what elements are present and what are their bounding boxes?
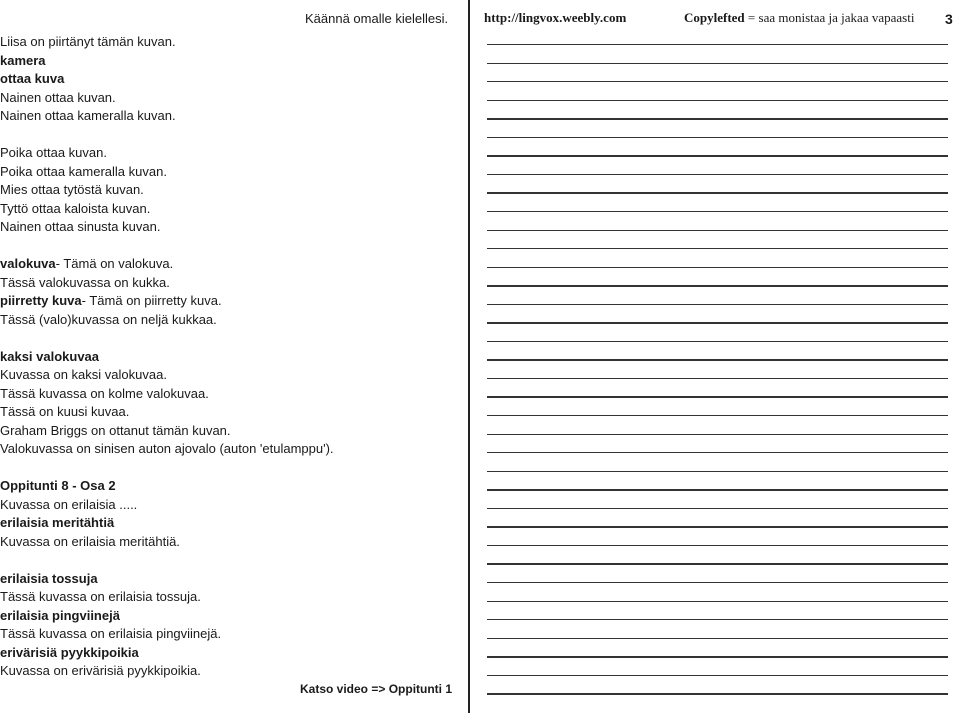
- answer-line[interactable]: [487, 285, 948, 286]
- answer-line[interactable]: [487, 434, 948, 435]
- lesson-line: [0, 292, 460, 311]
- answer-line[interactable]: [487, 63, 948, 64]
- answer-line[interactable]: [487, 563, 948, 564]
- answer-line[interactable]: [487, 304, 948, 305]
- answer-line[interactable]: [487, 118, 948, 119]
- vocab-heading: Oppitunti 8 - Osa 2: [0, 478, 116, 493]
- lesson-line: Poika ottaa kuvan.: [0, 145, 107, 160]
- answer-line[interactable]: [487, 81, 948, 82]
- lesson-line: Tässä kuvassa on erilaisia pingviinejä.: [0, 626, 222, 641]
- copyleft-text: = saa monistaa ja jakaa vapaasti: [744, 10, 915, 25]
- lesson-line: Tässä valokuvassa on kukka.: [0, 274, 170, 290]
- answer-line[interactable]: [487, 638, 948, 639]
- answer-line[interactable]: [487, 545, 948, 546]
- lesson-line: [0, 255, 460, 274]
- lesson-line: Tässä kuvassa on kolme valokuvaa.: [0, 385, 209, 401]
- lesson-line: Nainen ottaa sinusta kuvan.: [0, 219, 161, 234]
- answer-line[interactable]: [487, 248, 948, 249]
- copyleft-notice: [684, 10, 914, 26]
- blank-line: [0, 459, 460, 478]
- lesson-line: Tässä on kuusi kuvaa.: [0, 404, 130, 419]
- answer-line[interactable]: [487, 601, 948, 602]
- vocab-heading: erilaisia tossuja: [0, 570, 98, 586]
- answer-line[interactable]: [487, 359, 948, 360]
- answer-line[interactable]: [487, 192, 948, 193]
- instruction-text: Käännä omalle kielellesi.: [305, 11, 449, 26]
- answer-line[interactable]: [487, 174, 948, 175]
- copyleft-label: Copylefted: [684, 10, 745, 25]
- vocab-term: valokuva: [0, 256, 56, 271]
- blank-line: [0, 329, 460, 348]
- answer-line[interactable]: [487, 675, 948, 676]
- answer-line[interactable]: [487, 378, 948, 379]
- answer-line[interactable]: [487, 489, 948, 490]
- vocab-sentence: - Tämä on valokuva.: [55, 256, 174, 271]
- answer-line[interactable]: [487, 396, 948, 397]
- blank-line: [0, 126, 460, 145]
- lesson-text: [0, 33, 460, 681]
- answer-line[interactable]: [487, 619, 948, 620]
- site-url-link[interactable]: http://lingvox.weebly.com: [484, 10, 627, 25]
- column-divider: [468, 0, 470, 713]
- vocab-heading: erilaisia meritähtiä: [0, 515, 115, 530]
- answer-line[interactable]: [487, 508, 948, 509]
- lesson-line: Mies ottaa tytöstä kuvan.: [0, 182, 144, 197]
- vocab-heading: erilaisia pingviinejä: [0, 607, 120, 623]
- vocab-sentence: - Tämä on piirretty kuva.: [81, 293, 222, 308]
- answer-line[interactable]: [487, 471, 948, 472]
- lesson-line: Nainen ottaa kameralla kuvan.: [0, 108, 176, 123]
- video-link[interactable]: Katso video => Oppitunti 1: [300, 682, 453, 696]
- answer-line[interactable]: [487, 693, 948, 694]
- answer-line[interactable]: [487, 44, 948, 45]
- answer-line[interactable]: [487, 526, 948, 527]
- blank-line: [0, 551, 460, 570]
- lesson-line: Tässä (valo)kuvassa on neljä kukkaa.: [0, 311, 217, 327]
- lesson-line: Kuvassa on erivärisiä pyykkipoikia.: [0, 663, 201, 678]
- vocab-term: piirretty kuva: [0, 293, 82, 308]
- lesson-line: Kuvassa on erilaisia .....: [0, 496, 138, 512]
- answer-line[interactable]: [487, 322, 948, 323]
- vocab-heading: ottaa kuva: [0, 71, 65, 86]
- lesson-line: Graham Briggs on ottanut tämän kuvan.: [0, 422, 231, 438]
- answer-line[interactable]: [487, 100, 948, 101]
- blank-line: [0, 237, 460, 256]
- answer-line[interactable]: [487, 656, 948, 657]
- page-number: 3: [945, 11, 953, 27]
- lesson-line: Valokuvassa on sinisen auton ajovalo (auton 'etulamppu').: [0, 441, 334, 456]
- lesson-line: Tyttö ottaa kaloista kuvan.: [0, 200, 151, 216]
- answer-line[interactable]: [487, 415, 948, 416]
- lesson-line: Poika ottaa kameralla kuvan.: [0, 163, 167, 179]
- answer-line[interactable]: [487, 211, 948, 212]
- lesson-line: Liisa on piirtänyt tämän kuvan.: [0, 34, 176, 49]
- vocab-heading: kaksi valokuvaa: [0, 348, 100, 364]
- answer-line[interactable]: [487, 155, 948, 156]
- answer-line[interactable]: [487, 137, 948, 138]
- answer-line[interactable]: [487, 230, 948, 231]
- lesson-line: Kuvassa on kaksi valokuvaa.: [0, 367, 167, 382]
- answer-line[interactable]: [487, 452, 948, 453]
- vocab-heading: kamera: [0, 52, 46, 68]
- vocab-heading: erivärisiä pyykkipoikia: [0, 644, 139, 660]
- lesson-line: Kuvassa on erilaisia meritähtiä.: [0, 533, 180, 549]
- lesson-line: Nainen ottaa kuvan.: [0, 89, 116, 105]
- answer-line[interactable]: [487, 341, 948, 342]
- answer-line[interactable]: [487, 582, 948, 583]
- lesson-line: Tässä kuvassa on erilaisia tossuja.: [0, 589, 201, 604]
- answer-line[interactable]: [487, 267, 948, 268]
